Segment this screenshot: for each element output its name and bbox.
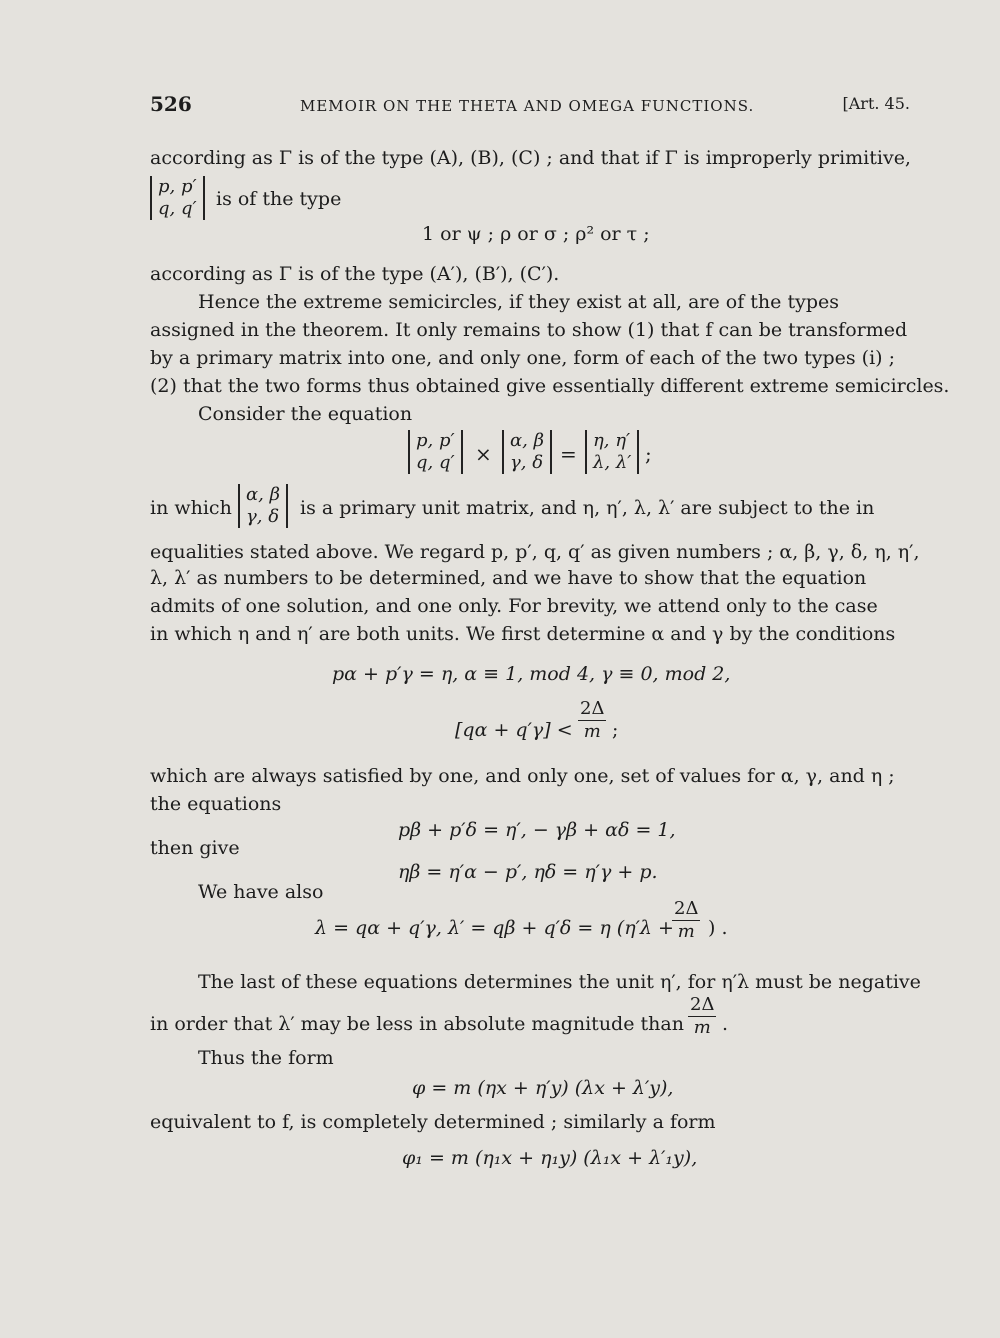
fraction bbox=[672, 898, 700, 943]
running-title: MEMOIR ON THE THETA AND OMEGA FUNCTIONS. bbox=[300, 97, 755, 115]
text-line: Hence the extreme semicircles, if they exist at all, are of the types bbox=[198, 291, 839, 313]
text-line: then give bbox=[150, 837, 240, 859]
text-line: is a primary unit matrix, and η, η′, λ, λ′ are subject to the in bbox=[300, 497, 875, 519]
fraction-numerator: 2Δ bbox=[690, 994, 715, 1015]
text-line: according as Γ is of the type (A′), (B′), (C′). bbox=[150, 263, 560, 285]
determinant-row: p, p′ bbox=[158, 176, 197, 197]
equation-line: pβ + p′δ = η′, − γβ + αδ = 1, bbox=[398, 819, 676, 841]
text-line: We have also bbox=[198, 881, 324, 903]
text-line: in order that λ′ may be less in absolute magnitude than bbox=[150, 1013, 684, 1035]
text-line: 1 or ψ ; ρ or σ ; ρ² or τ ; bbox=[422, 223, 650, 245]
text-line: admits of one solution, and one only. For brevity, we attend only to the case bbox=[150, 595, 878, 617]
fraction-denominator: m bbox=[583, 721, 601, 742]
equation-line: φ = m (ηx + η′y) (λx + λ′y), bbox=[412, 1077, 674, 1099]
text-line: which are always satisfied by one, and only one, set of values for α, γ, and η ; bbox=[150, 765, 895, 787]
determinant-row: γ, δ bbox=[246, 506, 280, 527]
determinant-row: α, β bbox=[246, 484, 281, 505]
equation-end: ; bbox=[612, 719, 619, 741]
article-number: [Art. 45. bbox=[842, 94, 910, 113]
fraction-numerator: 2Δ bbox=[580, 698, 605, 719]
fraction-denominator: m bbox=[693, 1017, 711, 1038]
equation-line: [qα + q′γ] < bbox=[455, 719, 573, 741]
determinant-row: λ, λ′ bbox=[593, 452, 632, 473]
semicolon: ; bbox=[645, 442, 652, 466]
page-header bbox=[150, 92, 910, 118]
text-line: (2) that the two forms thus obtained give essentially different extreme semicircles. bbox=[150, 375, 950, 397]
text-line: equalities stated above. We regard p, p′, q, q′ as given numbers ; α, β, γ, δ, η, η′, bbox=[150, 541, 920, 563]
equals-symbol: = bbox=[560, 442, 577, 466]
text-line: in which η and η′ are both units. We first determine α and γ by the conditions bbox=[150, 623, 896, 645]
text-line: λ, λ′ as numbers to be determined, and we have to show that the equation bbox=[150, 567, 867, 589]
times-symbol: × bbox=[475, 442, 492, 466]
determinant-eta-lambda-eq bbox=[585, 430, 639, 474]
determinant-row: p, p′ bbox=[416, 430, 455, 451]
determinant-row: η, η′ bbox=[593, 430, 631, 451]
text-line: The last of these equations determines the unit η′, for η′λ must be negative bbox=[198, 971, 921, 993]
fraction bbox=[688, 994, 716, 1039]
determinant-pq-eq bbox=[408, 430, 463, 474]
text-line: is of the type bbox=[216, 188, 342, 210]
text-line: equivalent to f, is completely determined ; similarly a form bbox=[150, 1111, 716, 1133]
determinant-alpha-beta bbox=[238, 484, 288, 528]
equation-line: λ = qα + q′γ, λ′ = qβ + q′δ = η (η′λ + bbox=[315, 917, 674, 939]
text-line: in which bbox=[150, 497, 232, 519]
determinant-row: q, q′ bbox=[416, 452, 455, 473]
page-number: 526 bbox=[150, 92, 192, 116]
sentence-end: . bbox=[722, 1013, 729, 1035]
text-line: Thus the form bbox=[198, 1047, 334, 1069]
determinant-alpha-beta-eq bbox=[502, 430, 552, 474]
fraction bbox=[578, 698, 606, 743]
equation-end: ) . bbox=[708, 917, 728, 939]
text-line: assigned in the theorem. It only remains to show (1) that f can be transformed bbox=[150, 319, 908, 341]
text-line: the equations bbox=[150, 793, 282, 815]
determinant-row: q, q′ bbox=[158, 198, 197, 219]
determinant-row: α, β bbox=[510, 430, 545, 451]
determinant-pq bbox=[150, 176, 205, 220]
equation-line: pα + p′γ = η, α ≡ 1, mod 4, γ ≡ 0, mod 2, bbox=[332, 663, 731, 685]
equation-line: ηβ = η′α − p′, ηδ = η′γ + p. bbox=[398, 861, 658, 883]
fraction-denominator: m bbox=[677, 921, 695, 942]
text-line: Consider the equation bbox=[198, 403, 413, 425]
fraction-numerator: 2Δ bbox=[674, 898, 699, 919]
equation-line: φ₁ = m (η₁x + η₁y) (λ₁x + λ′₁y), bbox=[402, 1147, 698, 1169]
determinant-row: γ, δ bbox=[510, 452, 544, 473]
text-line: by a primary matrix into one, and only one, form of each of the two types (i) ; bbox=[150, 347, 895, 369]
text-line: according as Γ is of the type (A), (B), (C) ; and that if Γ is improperly primitive, bbox=[150, 147, 911, 169]
